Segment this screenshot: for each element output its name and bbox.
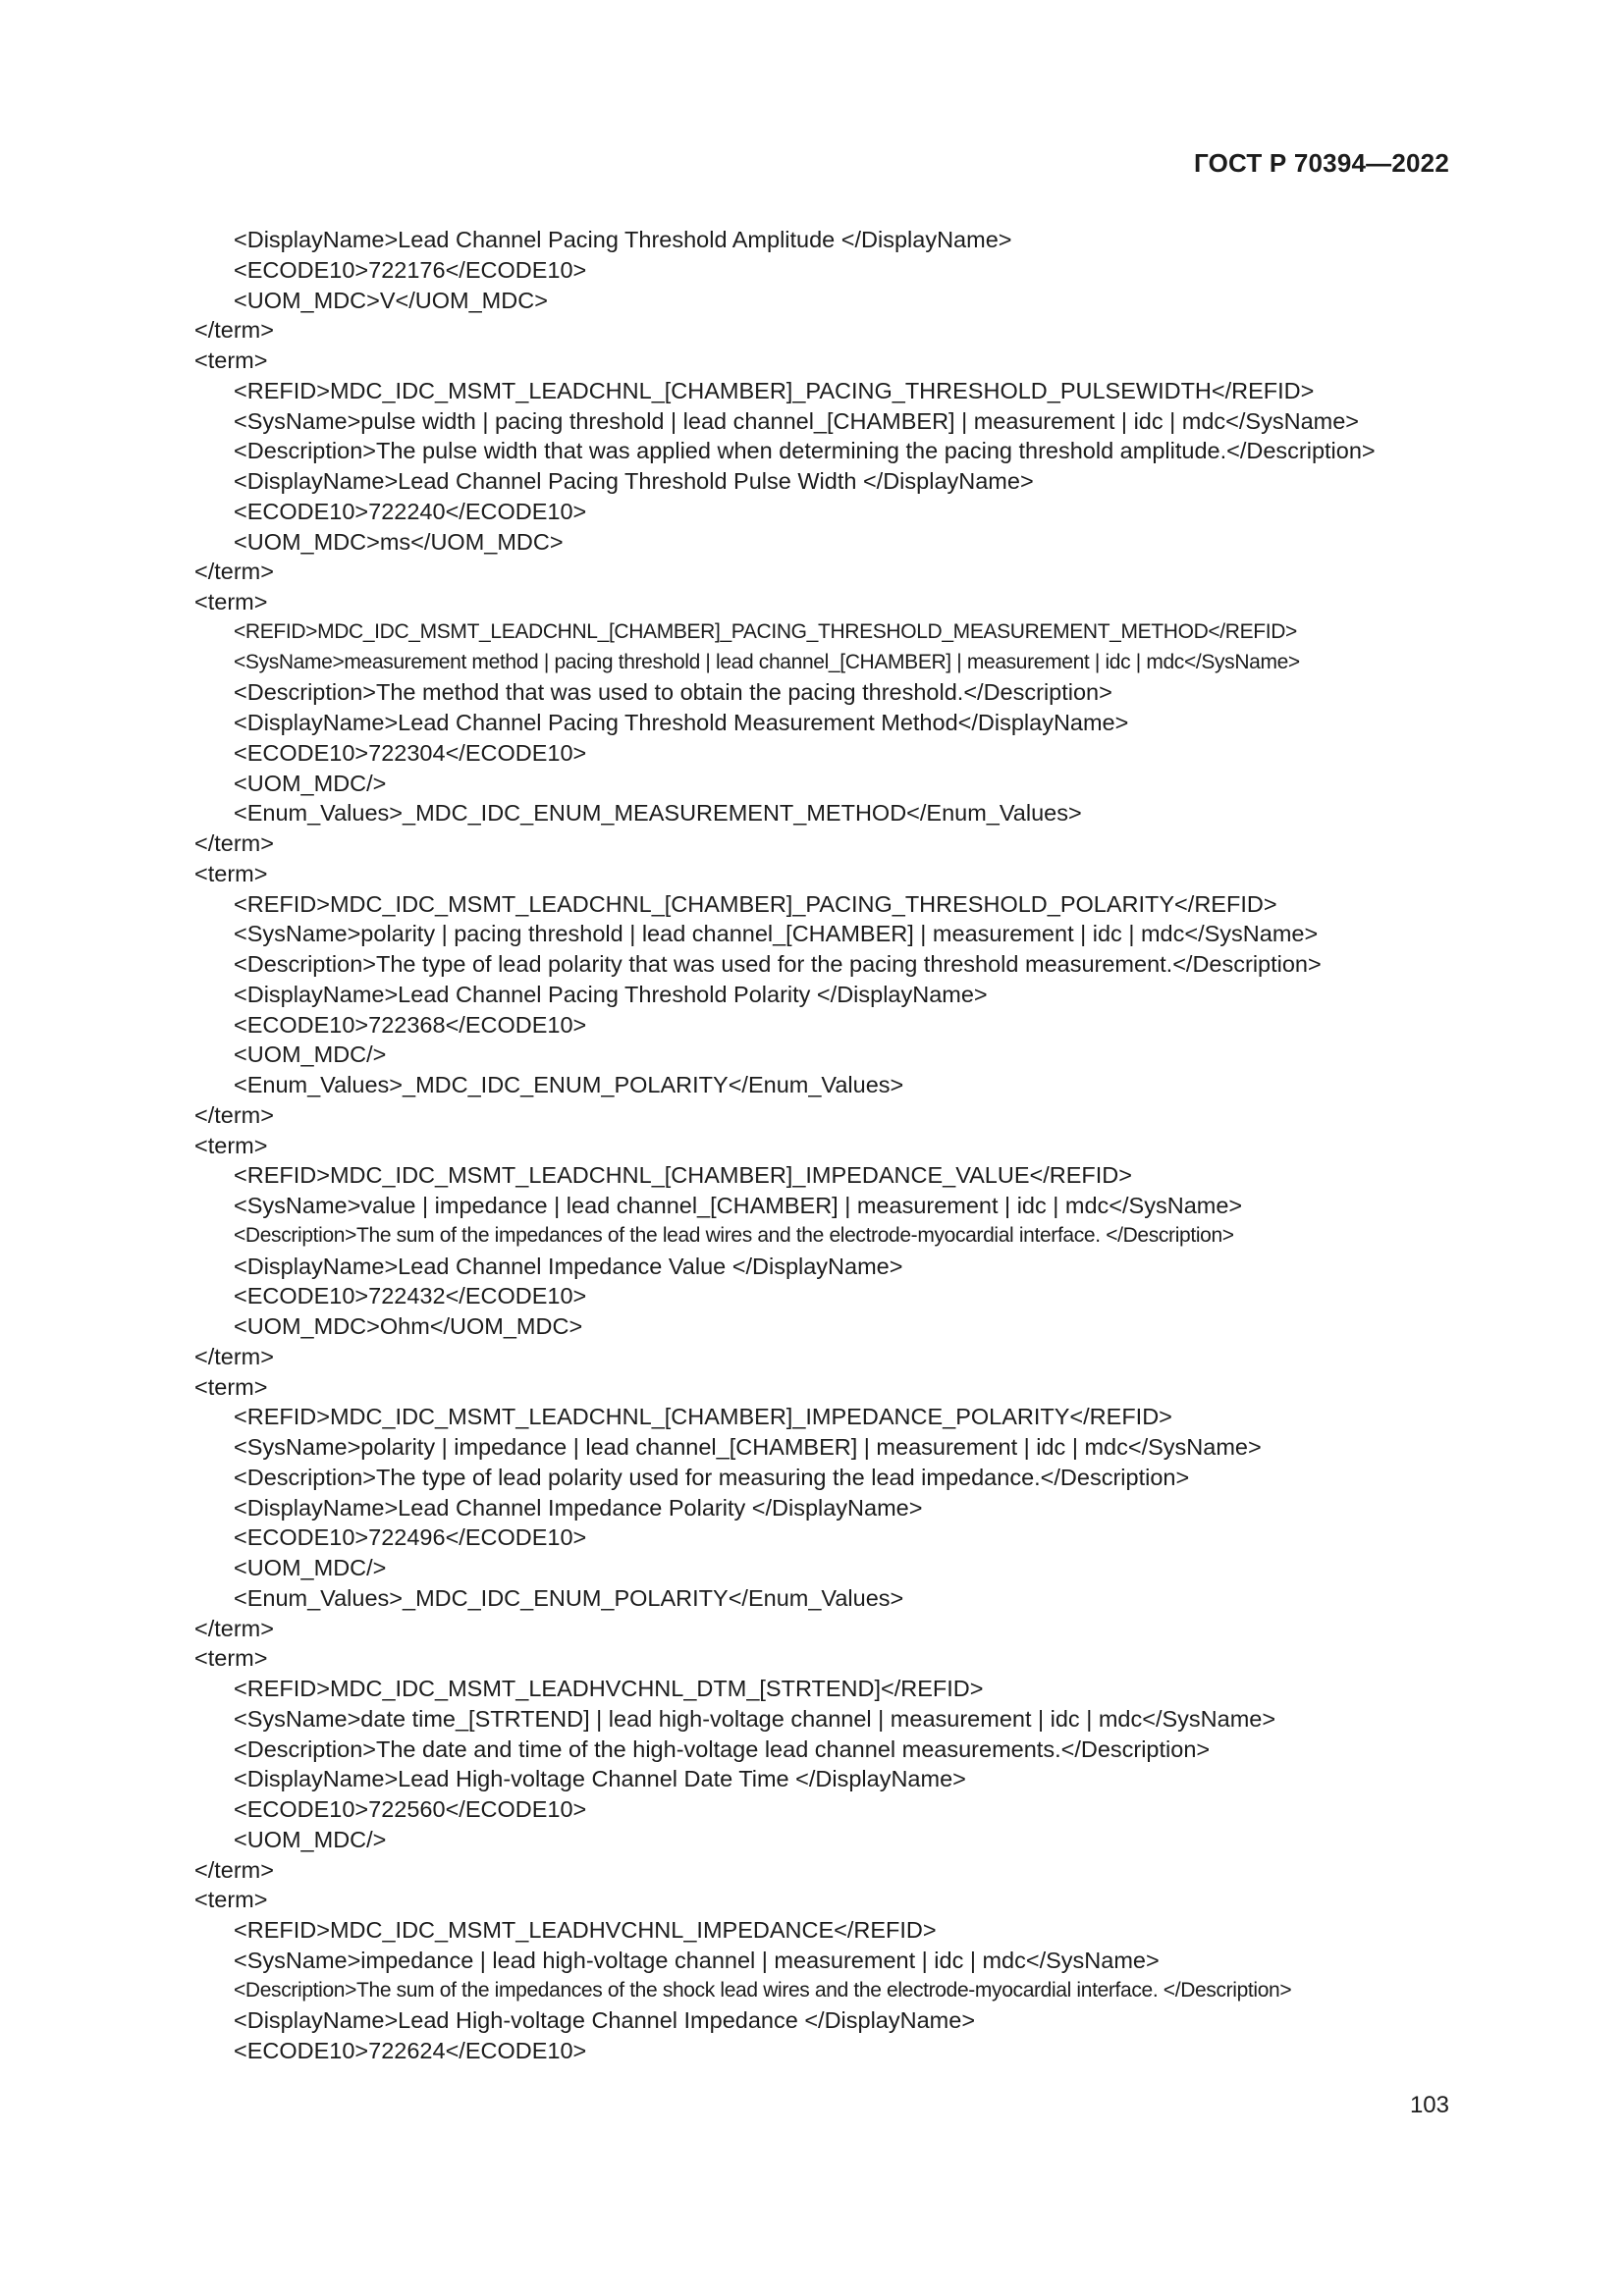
xml-line: <DisplayName>Lead Channel Pacing Threshold Amplitude </DisplayName> (234, 227, 1012, 252)
xml-line: <UOM_MDC>ms</UOM_MDC> (234, 528, 564, 555)
xml-line: <ECODE10>722496</ECODE10> (234, 1524, 587, 1551)
xml-line: <term> (194, 1373, 268, 1400)
xml-line: <REFID>MDC_IDC_MSMT_LEADCHNL_[CHAMBER]_PACING_THRESHOLD_MEASUREMENT_METHOD</REFID> (234, 619, 1297, 643)
xml-line: </term> (194, 1615, 274, 1641)
xml-line: <Description>The date and time of the high-voltage lead channel measurements.</Description> (234, 1735, 1211, 1762)
xml-line: <DisplayName>Lead Channel Pacing Threshold Measurement Method</DisplayName> (234, 710, 1129, 735)
xml-line: <REFID>MDC_IDC_MSMT_LEADCHNL_[CHAMBER]_IMPEDANCE_POLARITY</REFID> (234, 1404, 1172, 1430)
xml-line: <UOM_MDC/> (234, 1555, 387, 1580)
xml-line: <ECODE10>722560</ECODE10> (234, 1796, 587, 1822)
xml-line: <ECODE10>722240</ECODE10> (234, 498, 587, 524)
xml-line: <Description>The method that was used to obtain the pacing threshold.</Description> (234, 679, 1112, 706)
xml-line: <REFID>MDC_IDC_MSMT_LEADCHNL_[CHAMBER]_IMPEDANCE_VALUE</REFID> (234, 1162, 1132, 1189)
xml-line: <REFID>MDC_IDC_MSMT_LEADCHNL_[CHAMBER]_PACING_THRESHOLD_PULSEWIDTH</REFID> (234, 377, 1315, 403)
xml-line: <Description>The sum of the impedances of the shock lead wires and the electrode-myocardial interface. </Description> (234, 1978, 1292, 2002)
document-header: ГОСТ Р 70394—2022 (1194, 148, 1449, 178)
xml-line: <Description>The type of lead polarity used for measuring the lead impedance.</Description> (234, 1464, 1190, 1490)
xml-line: <term> (194, 860, 268, 886)
xml-line: <DisplayName>Lead Channel Impedance Value </DisplayName> (234, 1253, 903, 1279)
xml-line: <ECODE10>722624</ECODE10> (234, 2038, 587, 2063)
xml-line: <REFID>MDC_IDC_MSMT_LEADCHNL_[CHAMBER]_PACING_THRESHOLD_POLARITY</REFID> (234, 890, 1277, 917)
xml-line: <term> (194, 589, 268, 614)
xml-line: </term> (194, 830, 274, 856)
xml-line: <SysName>date time_[STRTEND] | lead high-voltage channel | measurement | idc | mdc</SysName> (234, 1705, 1276, 1732)
xml-line: <DisplayName>Lead Channel Pacing Threshold Polarity </DisplayName> (234, 981, 988, 1007)
xml-line: <UOM_MDC/> (234, 770, 387, 796)
xml-line: <DisplayName>Lead High-voltage Channel Impedance </DisplayName> (234, 2007, 976, 2034)
xml-line: <Description>The type of lead polarity that was used for the pacing threshold measurement.</Description> (234, 951, 1322, 977)
xml-line: </term> (194, 317, 274, 344)
xml-line: <SysName>pulse width | pacing threshold | lead channel_[CHAMBER] | measurement | idc | mdc</SysName> (234, 407, 1360, 434)
xml-line: </term> (194, 1856, 274, 1883)
xml-line: <UOM_MDC/> (234, 1826, 387, 1852)
xml-line: </term> (194, 1101, 274, 1128)
xml-line: <Enum_Values>_MDC_IDC_ENUM_POLARITY</Enum_Values> (234, 1072, 904, 1097)
xml-line: <term> (194, 1887, 268, 1913)
xml-listing (194, 225, 1461, 2066)
xml-line: <SysName>impedance | lead high-voltage channel | measurement | idc | mdc</SysName> (234, 1947, 1160, 1973)
xml-line: <UOM_MDC>Ohm</UOM_MDC> (234, 1313, 583, 1339)
xml-line: <SysName>polarity | pacing threshold | lead channel_[CHAMBER] | measurement | idc | mdc</SysName> (234, 921, 1319, 947)
xml-line: <term> (194, 1132, 268, 1158)
xml-line: <ECODE10>722368</ECODE10> (234, 1011, 587, 1038)
xml-line: </term> (194, 559, 274, 585)
xml-line: <ECODE10>722304</ECODE10> (234, 739, 587, 766)
xml-line: <Enum_Values>_MDC_IDC_ENUM_POLARITY</Enum_Values> (234, 1584, 904, 1611)
xml-line: </term> (194, 1343, 274, 1369)
xml-line: <Enum_Values>_MDC_IDC_ENUM_MEASUREMENT_METHOD</Enum_Values> (234, 800, 1082, 827)
xml-line: <DisplayName>Lead Channel Impedance Polarity </DisplayName> (234, 1494, 923, 1521)
xml-line: <SysName>polarity | impedance | lead channel_[CHAMBER] | measurement | idc | mdc</SysName> (234, 1434, 1262, 1460)
xml-line: <UOM_MDC>V</UOM_MDC> (234, 287, 548, 313)
xml-line: <REFID>MDC_IDC_MSMT_LEADHVCHNL_IMPEDANCE</REFID> (234, 1917, 937, 1943)
xml-line: <DisplayName>Lead Channel Pacing Threshold Pulse Width </DisplayName> (234, 468, 1034, 494)
xml-line: <term> (194, 347, 268, 373)
xml-line: <term> (194, 1645, 268, 1672)
xml-line: <SysName>measurement method | pacing threshold | lead channel_[CHAMBER] | measurement | idc | mdc</SysName> (234, 650, 1300, 673)
xml-line: <Description>The pulse width that was applied when determining the pacing threshold amplitude.</Description> (234, 438, 1376, 464)
xml-line: <ECODE10>722176</ECODE10> (234, 256, 587, 283)
xml-line: <ECODE10>722432</ECODE10> (234, 1283, 587, 1309)
page-number: 103 (1409, 2092, 1449, 2118)
xml-line: <Description>The sum of the impedances of the lead wires and the electrode-myocardial interface. </Description> (234, 1223, 1234, 1247)
xml-line: <DisplayName>Lead High-voltage Channel Date Time </DisplayName> (234, 1766, 966, 1792)
xml-line: <UOM_MDC/> (234, 1041, 387, 1068)
xml-line: <REFID>MDC_IDC_MSMT_LEADHVCHNL_DTM_[STRTEND]</REFID> (234, 1676, 984, 1701)
xml-line: <SysName>value | impedance | lead channel_[CHAMBER] | measurement | idc | mdc</SysName> (234, 1193, 1243, 1218)
